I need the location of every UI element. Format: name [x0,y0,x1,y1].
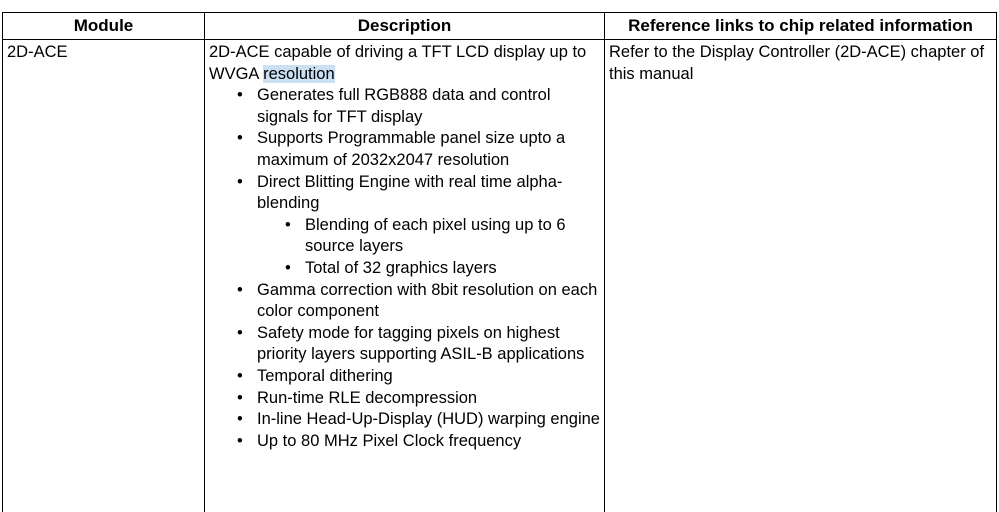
module-cell [3,40,205,512]
list-item: • Up to 80 MHz Pixel Clock frequency [257,431,600,453]
sub-list-item: • Blending of each pixel using up to 6 source layers [305,215,600,258]
description-intro [209,42,600,85]
list-item: • Temporal dithering [257,366,600,388]
header-description: Description [205,13,605,40]
sub-list-item: • Total of 32 graphics layers [305,258,600,280]
header-reference: Reference links to chip related information [605,13,997,40]
highlighted-text[interactable]: resolution [263,65,335,83]
module-name: 2D-ACE [7,43,68,61]
header-module: Module [3,13,205,40]
list-item: • In-line Head-Up-Display (HUD) warping engine [257,409,600,431]
header-row [3,13,997,40]
table-row [3,40,997,512]
list-item: • Run-time RLE decompression [257,388,600,410]
list-item [257,172,600,280]
list-item: • Generates full RGB888 data and control signals for TFT display [257,85,600,128]
list-item: • Gamma correction with 8bit resolution on each color component [257,280,600,323]
module-table [2,12,997,512]
list-item: • Safety mode for tagging pixels on highest priority layers supporting ASIL-B applications [257,323,600,366]
reference-cell [605,40,997,512]
reference-text: Refer to the Display Controller (2D-ACE) chapter of this manual [609,43,984,83]
feature-list [209,85,600,452]
list-item: • Supports Programmable panel size upto a maximum of 2032x2047 resolution [257,128,600,171]
list-item-text: Direct Blitting Engine with real time alpha-blending [257,173,562,213]
description-cell [205,40,605,512]
sub-feature-list [257,215,600,280]
description-intro-text: 2D-ACE capable of driving a TFT LCD display up to WVGA [209,43,586,83]
